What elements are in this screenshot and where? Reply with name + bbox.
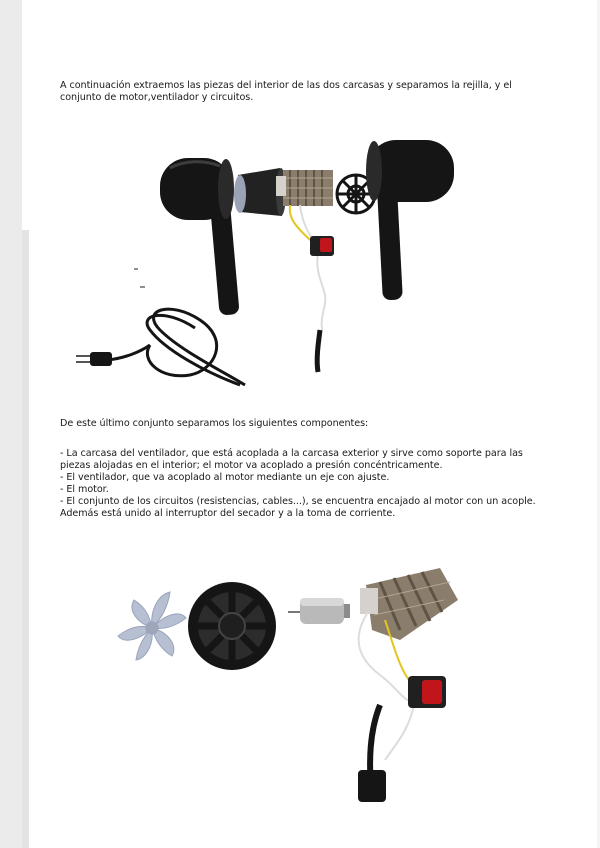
fan-housing-separated [188, 582, 276, 670]
intro-paragraph: A continuación extraemos las piezas del interior de las dos carcasas y separamos la rejilla, y el conjunto de motor,ventilador y circuitos. [60, 80, 512, 103]
list-item: - El motor. [60, 484, 109, 495]
heater-element-separated [360, 568, 458, 640]
switch-separated [408, 676, 446, 708]
components-intro-paragraph: De este último conjunto separamos los siguientes componentes: [60, 418, 369, 429]
motor [288, 598, 350, 624]
fan-blade [118, 592, 186, 660]
list-item: - El ventilador, que va acoplado al motor mediante un eje con ajuste. [60, 472, 390, 483]
cord-end [358, 705, 386, 802]
list-item: - El conjunto de los circuitos (resistencias, cables...), se encuentra encajado al motor con un acople. Además está unido al interruptor del secador y a la toma de corriente. [60, 496, 536, 519]
list-item: - La carcasa del ventilador, que está acoplada a la carcasa exterior y sirve como soporte para las piezas alojadas en el interior; el motor va acoplado a presión concéntricamente. [60, 448, 523, 471]
